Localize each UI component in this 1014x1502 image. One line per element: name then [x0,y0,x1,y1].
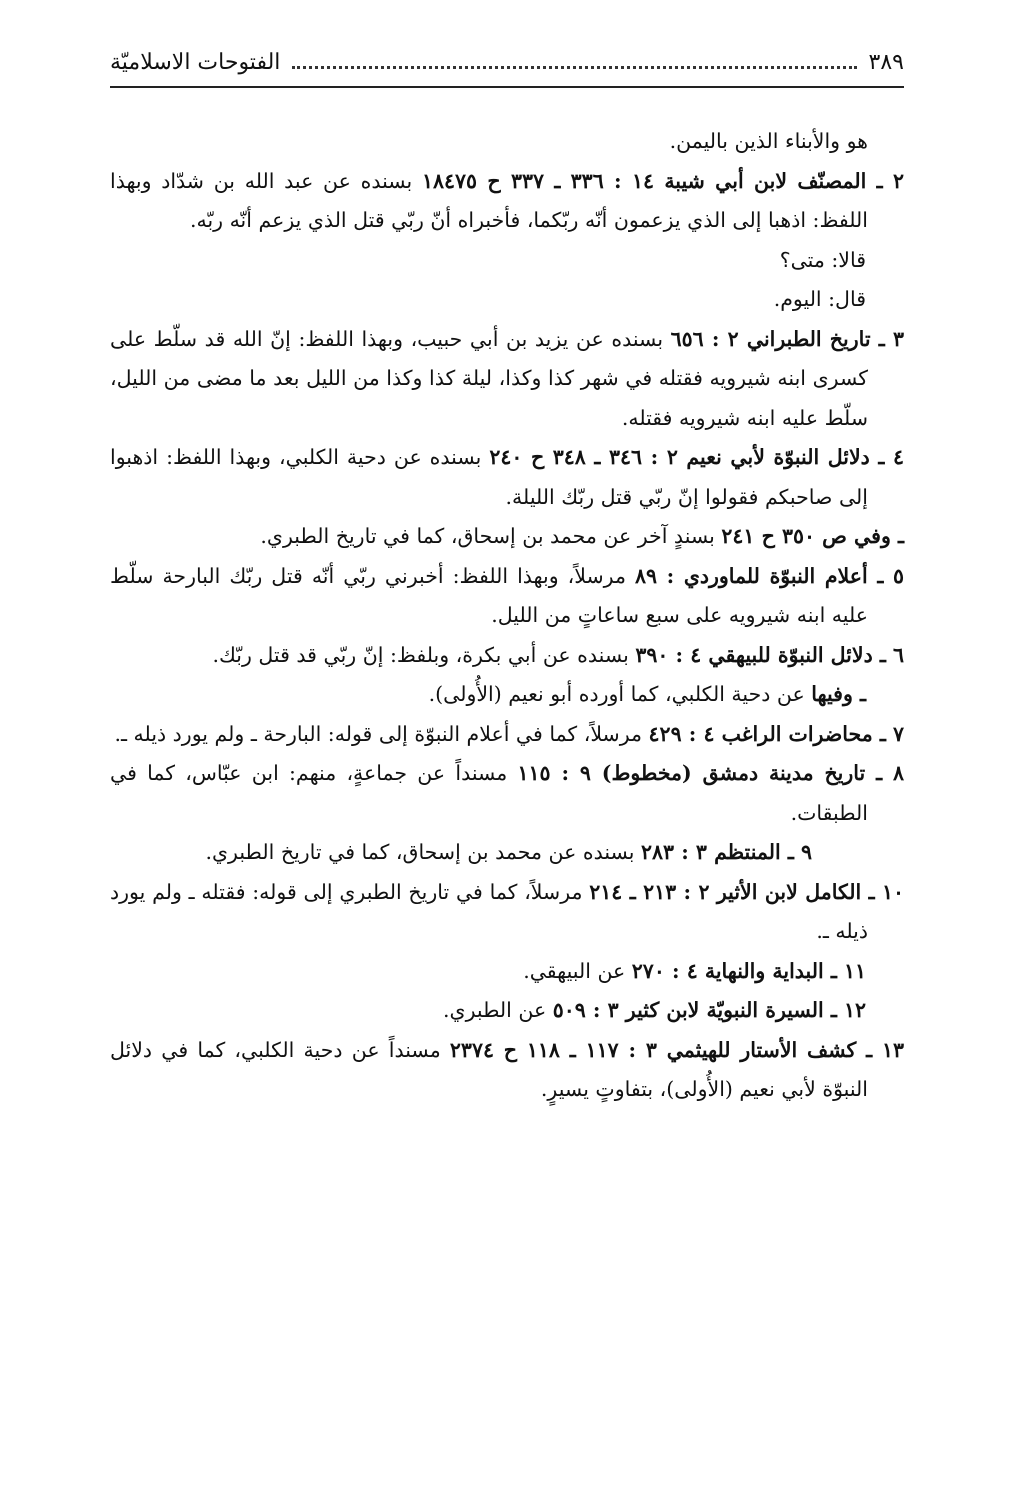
header-rule [110,86,904,88]
paragraph-intro [110,122,904,162]
source-text: بسنده عن يزيد بن أبي حبيب، وبهذا اللفظ: إنّ الله قد سلّط على كسرى ابنه شيرويه فقتله في شهر كذا وكذا، ليلة كذا وكذا من الليل بعد ما مضى من الليل، سلّط عليه ابنه شيرويه فقتله. [110,326,868,430]
dialogue-text: قال: اليوم. [773,287,866,311]
source-ref: ١٢ ـ السيرة النبويّة لابن كثير ٣ : ٥٠٩ [552,998,866,1022]
footnote-item-2 [110,162,904,241]
source-text: مرسلاً، كما في أعلام النبوّة إلى قوله: البارحة ـ ولم يورد ذيله ـ. [114,721,649,746]
footnote-item-12 [110,991,904,1031]
source-text: بسنده عن محمد بن إسحاق، كما في تاريخ الطبري. [205,840,642,864]
footnote-item-10 [110,873,904,952]
footnote-item-5 [110,557,904,636]
dialogue-line [110,280,904,320]
source-ref: ـ وفي ص ٣٥٠ ح ٢٤١ [721,524,904,548]
footnote-item-13 [110,1031,904,1110]
header-dot-leader [292,56,856,69]
source-ref: ١١ ـ البداية والنهاية ٤ : ٢٧٠ [631,958,866,983]
source-ref: ١٠ ـ الكامل لابن الأثير ٢ : ٢١٣ ـ ٢١٤ [589,879,905,904]
dialogue-line [110,241,904,281]
page-number: ٣٨٩ [868,49,904,75]
source-text: عن البيهقي. [523,958,632,983]
source-text: بسنده عن أبي بكرة، وبلفظ: إنّ ربّي قد قتل ربّك. [212,642,636,667]
source-text: عن الطبري. [443,998,553,1022]
source-text: عن دحية الكلبي، كما أورده أبو نعيم (الأُولى). [428,682,812,706]
header-title: الفتوحات الاسلاميّة [110,49,281,75]
source-text: بسنده عن عبد الله بن شدّاد وبهذا اللفظ: اذهبا إلى الذي يزعمون أنّه ربّكما، فأخبراه أنّ ربّي قتل الذي يزعم أنّه ربّه. [110,168,868,232]
footnote-item-4 [110,438,904,517]
paragraph-text: هو والأبناء الذين باليمن. [669,129,868,153]
footnote-subitem [110,517,904,557]
source-ref: ٧ ـ محاضرات الراغب ٤ : ٤٢٩ [648,721,904,746]
source-ref: ١٣ ـ كشف الأستار للهيثمي ٣ : ١١٧ ـ ١١٨ ح ٢٣٧٤ [449,1037,905,1062]
dialogue-text: قالا: متى؟ [779,247,866,272]
footnote-subitem [110,675,904,715]
footnote-item-11 [110,952,904,992]
source-ref: ٢ ـ المصنّف لابن أبي شيبة ١٤ : ٣٣٦ ـ ٣٣٧ ح ١٨٤٧٥ [421,168,904,193]
source-ref: ٣ ـ تاريخ الطبراني ٢ : ٦٥٦ [670,326,904,351]
footnote-item-9 [110,833,904,873]
source-text: مسنداً عن دحية الكلبي، كما في دلائل النبوّة لأبي نعيم (الأُولى)، بتفاوتٍ يسيرٍ. [110,1037,868,1101]
source-text: مرسلاً، وبهذا اللفظ: أخبرني ربّي أنّه قتل ربّك البارحة سلّط عليه ابنه شيرويه على سبع ساعاتٍ من الليل. [110,563,868,627]
source-text: بسندٍ آخر عن محمد بن إسحاق، كما في تاريخ الطبري. [260,524,722,548]
source-text: مسنداً عن جماعةٍ، منهم: ابن عبّاس، كما في الطبقات. [110,761,868,825]
source-ref: ـ وفيها [811,682,866,706]
running-header [110,40,904,84]
footnote-item-8 [110,754,904,833]
footnote-item-6 [110,636,904,676]
source-ref: ٥ ـ أعلام النبوّة للماوردي : ٨٩ [634,563,904,588]
source-ref: ٩ ـ المنتظم ٣ : ٢٨٣ [641,840,812,864]
source-text: مرسلاً، كما في تاريخ الطبري إلى قوله: فقتله ـ ولم يورد ذيله ـ. [110,879,868,943]
source-text: بسنده عن دحية الكلبي، وبهذا اللفظ: اذهبوا إلى صاحبكم فقولوا إنّ ربّي قتل ربّك الليلة. [110,445,868,509]
footnote-item-3 [110,320,904,439]
body-text [110,122,904,1110]
footnote-item-7 [110,715,904,755]
source-ref: ٤ ـ دلائل النبوّة لأبي نعيم ٢ : ٣٤٦ ـ ٣٤٨ ح ٢٤٠ [489,445,904,469]
source-ref: ٨ ـ تاريخ مدينة دمشق (مخطوط) ٩ : ١١٥ [517,761,904,785]
source-ref: ٦ ـ دلائل النبوّة للبيهقي ٤ : ٣٩٠ [635,642,904,667]
